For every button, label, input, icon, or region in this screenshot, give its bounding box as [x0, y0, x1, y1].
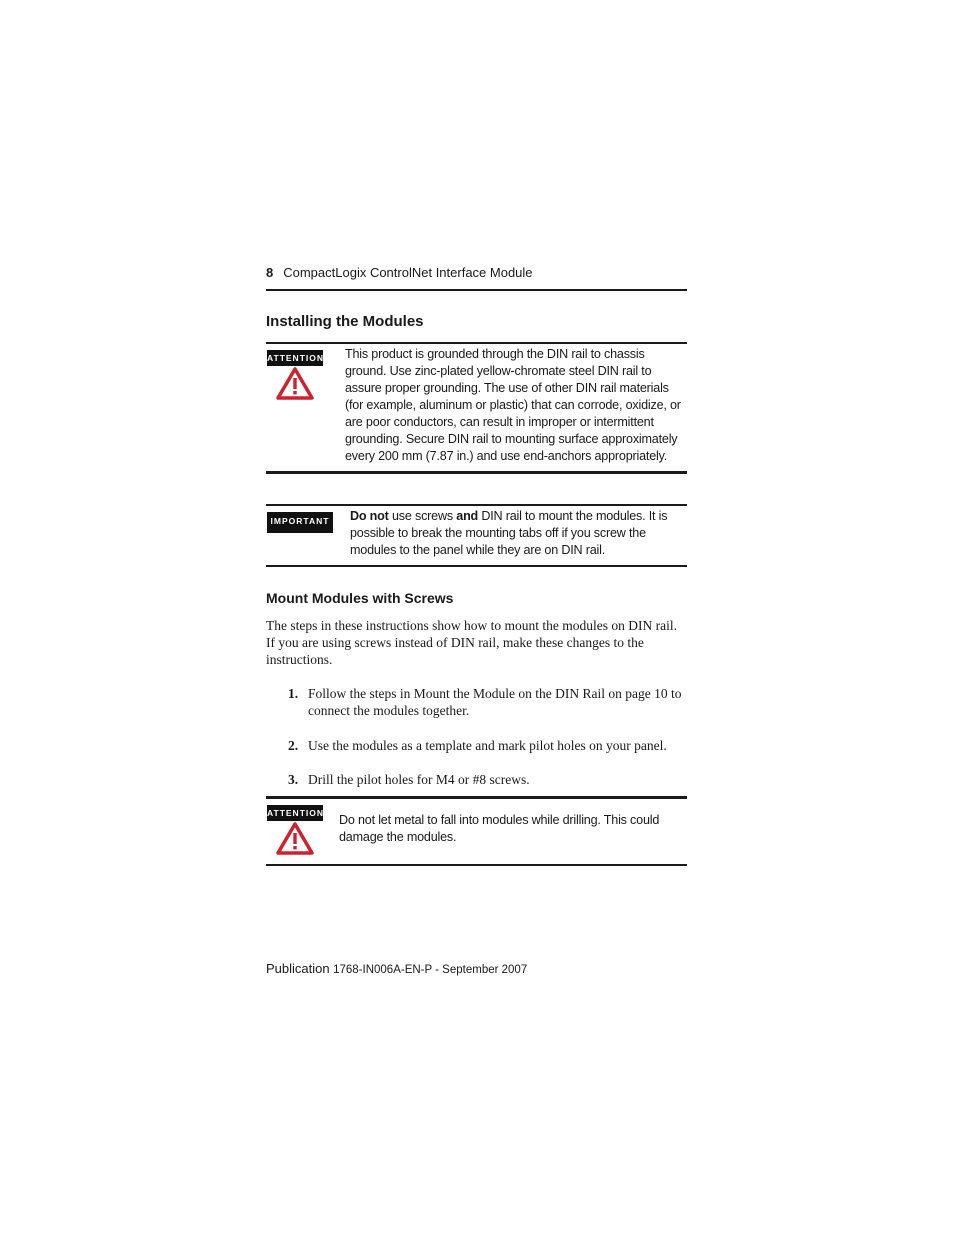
footer: [266, 961, 527, 976]
attention1-badge: ATTENTION: [267, 350, 323, 366]
step-text: Follow the steps in Mount the Module on the DIN Rail on page 10 to connect the modules together.: [308, 686, 682, 718]
important-text-part2: DIN rail to mount the modules. It is possible to break the mounting tabs off if you screw the modules to the panel while they are on DIN rail.: [350, 509, 668, 557]
footer-label: Publication: [266, 961, 330, 976]
important-bold-do-not: Do not: [350, 509, 389, 523]
header-title: CompactLogix ControlNet Interface Module: [283, 265, 533, 280]
attention1-top-rule: [266, 342, 687, 344]
subsection-intro: The steps in these instructions show how to mount the modules on DIN rail. If you are using screws instead of DIN rail, make these changes to the instructions.: [266, 618, 677, 667]
attention2-bottom-rule: [266, 864, 687, 866]
page-header: [266, 265, 687, 280]
step-text: Drill the pilot holes for M4 or #8 screws.: [308, 772, 530, 787]
step-number: 2.: [288, 738, 299, 753]
attention1-text: This product is grounded through the DIN rail to chassis ground. Use zinc-plated yellow-chromate steel DIN rail to assure proper grounding. The use of other DIN rail materials (for example, aluminum or plastic) that can corrode, oxidize, or are poor conductors, can result in improper or intermittent grounding. Secure DIN rail to mounting surface approximately every 200 mm (7.87 in.) and use end-anchors appropriately.: [345, 347, 681, 463]
step-3: [288, 771, 688, 788]
important-text-part1: use screws: [388, 509, 457, 523]
attention2-text: Do not let metal to fall into modules while drilling. This could damage the modules.: [339, 813, 660, 844]
step-number: 1.: [288, 686, 299, 701]
warning-triangle-icon: [276, 366, 314, 401]
step-number: 3.: [288, 772, 299, 787]
step-text: Use the modules as a template and mark pilot holes on your panel.: [308, 738, 667, 753]
page-number: 8: [266, 265, 274, 280]
important-badge: IMPORTANT: [267, 512, 333, 533]
important-bold-and: and: [456, 509, 479, 523]
attention2-badge: ATTENTION: [267, 805, 323, 821]
important-text: [350, 508, 688, 559]
step-2: [288, 737, 688, 754]
attention1-bottom-rule: [266, 471, 687, 474]
subsection-title: Mount Modules with Screws: [266, 590, 454, 606]
header-rule: [266, 289, 687, 291]
important-top-rule: [266, 504, 687, 506]
important-bottom-rule: [266, 565, 687, 567]
step-1: [288, 685, 688, 719]
warning-triangle-icon: [276, 821, 314, 856]
section-title: Installing the Modules: [266, 313, 424, 330]
attention2-top-rule: [266, 796, 687, 799]
footer-publication: 1768-IN006A-EN-P - September 2007: [333, 964, 528, 976]
